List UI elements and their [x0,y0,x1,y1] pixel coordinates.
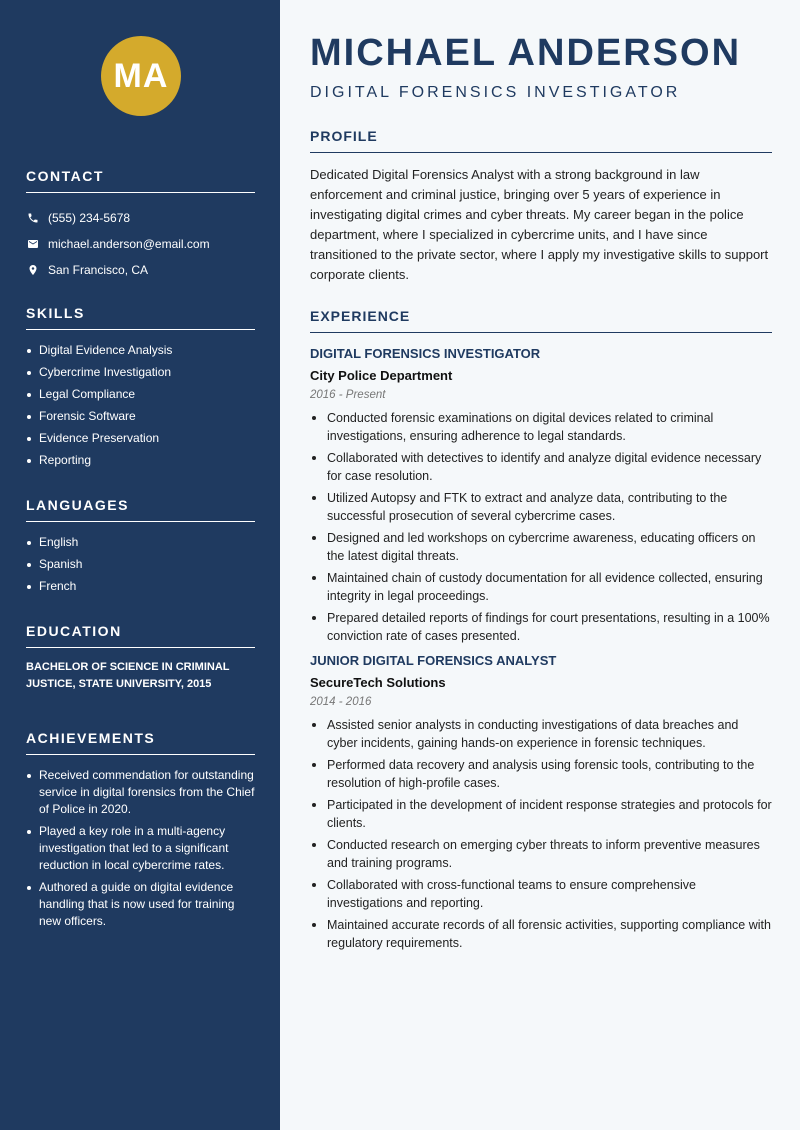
contact-heading: CONTACT [26,168,255,193]
job-bullet: Maintained accurate records of all forensic activities, supporting compliance with regulatory requirements. [310,916,772,952]
experience-section [310,308,772,956]
skill-item: Evidence Preservation [26,430,255,447]
education-degree: BACHELOR OF SCIENCE IN CRIMINAL JUSTICE, STATE UNIVERSITY, 2015 [26,661,230,690]
experience-heading: EXPERIENCE [310,308,772,333]
skill-item: Reporting [26,452,255,469]
job-role: JUNIOR DIGITAL FORENSICS ANALYST [310,653,557,668]
contact-email [26,231,255,257]
skill-item: Digital Evidence Analysis [26,342,255,359]
language-item: Spanish [26,556,255,573]
job-role: DIGITAL FORENSICS INVESTIGATOR [310,346,541,361]
skills-section [26,305,255,474]
job-entry [310,346,772,645]
achievement-item: Received commendation for outstanding service in digital forensics from the Chief of Police in 2020. [26,767,255,818]
profile-text: Dedicated Digital Forensics Analyst with a strong background in law enforcement and criminal justice, bringing over 5 years of experience in investigating digital crimes and cyber threats. My career began in the police department, where I specialized in cybercrime units, and I have since transitioned to the private sector, where I apply my investigative skills to support corporate clients. [310,167,769,282]
job-bullet: Assisted senior analysts in conducting investigations of data breaches and cyber incidents, gaining hands-on experience in forensic techniques. [310,716,772,752]
job-bullet: Conducted forensic examinations on digital devices related to criminal investigations, ensuring adherence to legal standards. [310,409,772,445]
education-section [26,623,255,693]
contact-section [26,168,255,283]
job-dates: 2014 - 2016 [310,696,372,708]
job-bullet: Participated in the development of incident response strategies and protocols for clients. [310,796,772,832]
contact-location [26,257,255,283]
profile-section [310,128,772,285]
email-text: michael.anderson@email.com [48,237,210,251]
job-bullet: Utilized Autopsy and FTK to extract and analyze data, contributing to the successful prosecution of several cybercrime cases. [310,489,772,525]
profile-heading: PROFILE [310,128,772,153]
skills-heading: SKILLS [26,305,255,330]
skill-item: Legal Compliance [26,386,255,403]
achievements-section [26,730,255,935]
phone-text: (555) 234-5678 [48,211,131,225]
skill-item: Cybercrime Investigation [26,364,255,381]
achievements-heading: ACHIEVEMENTS [26,730,255,755]
skill-item: Forensic Software [26,408,255,425]
job-company: SecureTech Solutions [310,675,446,690]
job-company: City Police Department [310,368,453,383]
job-dates: 2016 - Present [310,389,386,401]
job-entry [310,653,772,952]
job-bullet: Collaborated with cross-functional teams to ensure comprehensive investigations and reporting. [310,876,772,912]
location-text: San Francisco, CA [48,263,149,277]
job-bullet: Prepared detailed reports of findings for court presentations, resulting in a 100% conviction rate of cases presented. [310,609,772,645]
achievement-item: Authored a guide on digital evidence handling that is now used for training new officers. [26,879,255,930]
job-bullet: Maintained chain of custody documentation for all evidence collected, ensuring integrity in legal proceedings. [310,569,772,605]
languages-section [26,497,255,600]
languages-heading: LANGUAGES [26,497,255,522]
phone-icon [26,211,40,225]
education-heading: EDUCATION [26,623,255,648]
job-bullet: Designed and led workshops on cybercrime awareness, educating officers on the latest digital threats. [310,529,772,565]
person-title: DIGITAL FORENSICS INVESTIGATOR [310,84,681,101]
location-pin-icon [26,263,40,277]
avatar: MA [101,36,181,116]
language-item: English [26,534,255,551]
person-name: MICHAEL ANDERSON [310,32,742,74]
email-icon [26,237,40,251]
job-bullet: Conducted research on emerging cyber threats to inform preventive measures and training programs. [310,836,772,872]
job-bullet: Collaborated with detectives to identify and analyze digital evidence necessary for case resolution. [310,449,772,485]
job-bullet: Performed data recovery and analysis using forensic tools, contributing to the resolution of high-profile cases. [310,756,772,792]
achievement-item: Played a key role in a multi-agency investigation that led to a significant reduction in local cybercrime rates. [26,823,255,874]
sidebar [0,0,280,1130]
language-item: French [26,578,255,595]
contact-phone [26,205,255,231]
